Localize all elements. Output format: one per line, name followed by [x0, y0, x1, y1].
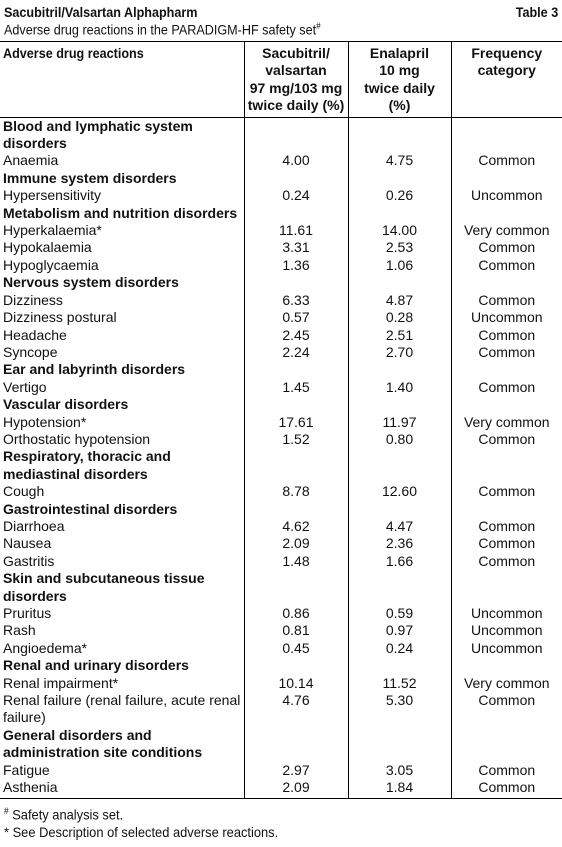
- sacubitril-valsartan-value: 3.31: [244, 239, 348, 256]
- column-header-frequency: Frequency category: [451, 42, 562, 118]
- empty-cell: [451, 570, 562, 605]
- sacubitril-valsartan-value: 17.61: [244, 414, 348, 431]
- table-row: [0, 414, 562, 431]
- empty-cell: [348, 205, 451, 222]
- title-row: [4, 4, 558, 22]
- footnote-asterisk: * See Description of selected adverse reactions.: [4, 824, 279, 840]
- reaction-name: Hypoglycaemia: [3, 256, 99, 273]
- table-header-row: [0, 42, 562, 118]
- reaction-name: Pruritus: [3, 605, 52, 621]
- empty-cell: [451, 170, 562, 187]
- footnote-safety-set-text: Safety analysis set.: [8, 806, 124, 823]
- reaction-name: Dizziness: [3, 291, 63, 308]
- empty-cell: [451, 727, 562, 762]
- enalapril-value: 2.36: [348, 535, 451, 552]
- reaction-name: Renal failure (renal failure, acute renal failure): [3, 692, 241, 726]
- frequency-category: Common: [478, 343, 536, 360]
- section-row: [0, 205, 562, 222]
- frequency-category: Common: [478, 535, 536, 552]
- document-title: Sacubitril/Valsartan Alphapharm: [4, 4, 198, 20]
- enalapril-value: 11.97: [348, 414, 451, 431]
- frequency-category: Uncommon: [470, 187, 543, 204]
- frequency-category: Uncommon: [470, 309, 543, 326]
- table-row: [0, 675, 562, 692]
- reaction-name: Nausea: [3, 535, 52, 552]
- table-row: [0, 553, 562, 570]
- enalapril-value: 4.75: [348, 152, 451, 169]
- section-title: Blood and lymphatic system disorders: [3, 117, 193, 152]
- enalapril-value: 5.30: [348, 692, 451, 727]
- reaction-name: Hypotension*: [3, 413, 87, 430]
- footnote-mark: #: [4, 806, 9, 816]
- adverse-reactions-table: [0, 41, 562, 799]
- reaction-name: Rash: [3, 622, 36, 639]
- table-body: [0, 117, 562, 799]
- section-title: Nervous system disorders: [3, 274, 179, 291]
- reaction-name: Headache: [3, 326, 67, 343]
- enalapril-value: 0.97: [348, 622, 451, 639]
- section-title: Respiratory, thoracic and mediastinal disorders: [3, 448, 171, 482]
- frequency-category: Uncommon: [470, 639, 543, 656]
- section-title: Gastrointestinal disorders: [3, 500, 178, 517]
- section-title: Ear and labyrinth disorders: [3, 361, 186, 378]
- enalapril-value: 14.00: [348, 222, 451, 239]
- empty-cell: [244, 657, 348, 674]
- sacubitril-valsartan-value: 10.14: [244, 675, 348, 692]
- empty-cell: [348, 657, 451, 674]
- section-title: Metabolism and nutrition disorders: [3, 204, 238, 221]
- enalapril-value: 2.70: [348, 344, 451, 361]
- table-row: [0, 535, 562, 552]
- enalapril-value: 4.47: [348, 518, 451, 535]
- sacubitril-valsartan-value: 4.00: [244, 152, 348, 169]
- table-row: [0, 187, 562, 204]
- table-row: [0, 257, 562, 274]
- table-label: Table 3: [515, 4, 558, 20]
- empty-cell: [451, 501, 562, 518]
- reaction-name: Orthostatic hypotension: [3, 430, 151, 447]
- section-title: Vascular disorders: [3, 396, 129, 413]
- section-row: [0, 274, 562, 291]
- empty-cell: [451, 117, 562, 152]
- frequency-category: Very common: [463, 222, 550, 239]
- section-row: [0, 727, 562, 762]
- table-caption: [4, 21, 321, 38]
- section-row: [0, 361, 562, 378]
- reaction-name: Gastritis: [3, 552, 55, 569]
- sacubitril-valsartan-value: 1.36: [244, 257, 348, 274]
- frequency-category: Common: [478, 483, 536, 500]
- enalapril-value: 2.53: [348, 239, 451, 256]
- section-title: Immune system disorders: [3, 169, 177, 186]
- sacubitril-valsartan-value: 0.86: [244, 605, 348, 622]
- section-row: [0, 117, 562, 152]
- sacubitril-valsartan-value: 1.52: [244, 431, 348, 448]
- table-row: [0, 622, 562, 639]
- section-row: [0, 657, 562, 674]
- sacubitril-valsartan-value: 2.09: [244, 779, 348, 799]
- enalapril-value: 0.28: [348, 309, 451, 326]
- sacubitril-valsartan-value: 2.09: [244, 535, 348, 552]
- frequency-category: Common: [478, 326, 536, 343]
- empty-cell: [244, 170, 348, 187]
- empty-cell: [451, 361, 562, 378]
- sacubitril-valsartan-value: 1.48: [244, 553, 348, 570]
- sacubitril-valsartan-value: 0.24: [244, 187, 348, 204]
- table-row: [0, 762, 562, 779]
- reaction-name: Hypersensitivity: [3, 187, 102, 204]
- reaction-name: Syncope: [3, 343, 58, 360]
- empty-cell: [244, 274, 348, 291]
- enalapril-value: 0.80: [348, 431, 451, 448]
- empty-cell: [451, 448, 562, 483]
- frequency-category: Common: [478, 692, 536, 709]
- table-row: [0, 379, 562, 396]
- section-row: [0, 570, 562, 605]
- empty-cell: [451, 396, 562, 413]
- enalapril-value: 3.05: [348, 762, 451, 779]
- enalapril-value: 0.26: [348, 187, 451, 204]
- frequency-category: Uncommon: [470, 622, 543, 639]
- reaction-name: Dizziness postural: [3, 309, 117, 326]
- sacubitril-valsartan-value: 0.57: [244, 309, 348, 326]
- enalapril-value: 1.66: [348, 553, 451, 570]
- table-row: [0, 518, 562, 535]
- table-row: [0, 779, 562, 799]
- empty-cell: [244, 448, 348, 483]
- table-row: [0, 239, 562, 256]
- sacubitril-valsartan-value: 4.62: [244, 518, 348, 535]
- empty-cell: [244, 361, 348, 378]
- enalapril-value: 1.84: [348, 779, 451, 799]
- frequency-category: Common: [478, 430, 536, 447]
- frequency-category: Common: [478, 239, 536, 256]
- frequency-category: Common: [478, 517, 536, 534]
- empty-cell: [451, 657, 562, 674]
- enalapril-value: 0.59: [348, 605, 451, 622]
- frequency-category: Common: [478, 761, 536, 778]
- table-row: [0, 483, 562, 500]
- section-title: Skin and subcutaneous tissue disorders: [3, 570, 205, 604]
- frequency-category: Common: [478, 291, 536, 308]
- table-row: [0, 344, 562, 361]
- sacubitril-valsartan-value: 1.45: [244, 379, 348, 396]
- reaction-name: Diarrhoea: [3, 517, 65, 534]
- sacubitril-valsartan-value: 0.81: [244, 622, 348, 639]
- empty-cell: [244, 205, 348, 222]
- empty-cell: [244, 570, 348, 605]
- reaction-name: Anaemia: [3, 152, 59, 169]
- section-row: [0, 448, 562, 483]
- reaction-name: Asthenia: [0, 779, 244, 799]
- empty-cell: [244, 501, 348, 518]
- frequency-category: Common: [478, 378, 536, 395]
- reaction-name: Vertigo: [3, 378, 47, 395]
- enalapril-value: 0.24: [348, 640, 451, 657]
- caption-mark: #: [316, 21, 321, 31]
- section-row: [0, 170, 562, 187]
- empty-cell: [244, 727, 348, 762]
- table-row: [0, 309, 562, 326]
- reaction-name: Hypokalaemia: [3, 239, 92, 256]
- table-row: [0, 327, 562, 344]
- caption-text: Adverse drug reactions in the PARADIGM-HF safety set: [4, 21, 317, 38]
- table-row: [0, 152, 562, 169]
- enalapril-value: 11.52: [348, 675, 451, 692]
- section-title: General disorders and administration site conditions: [3, 726, 203, 761]
- empty-cell: [348, 570, 451, 605]
- sacubitril-valsartan-value: 11.61: [244, 222, 348, 239]
- sacubitril-valsartan-value: 8.78: [244, 483, 348, 500]
- reaction-name: Renal impairment*: [3, 674, 119, 691]
- section-row: [0, 396, 562, 413]
- footnote-safety-set: [4, 806, 123, 823]
- reaction-name: Cough: [3, 483, 45, 500]
- enalapril-value: 2.51: [348, 327, 451, 344]
- reaction-name: Fatigue: [3, 761, 50, 778]
- frequency-category: Very common: [463, 674, 550, 691]
- section-title: Renal and urinary disorders: [3, 657, 189, 674]
- empty-cell: [348, 361, 451, 378]
- table-row: [0, 605, 562, 622]
- frequency-category: Common: [478, 552, 536, 569]
- empty-cell: [451, 205, 562, 222]
- section-row: [0, 501, 562, 518]
- table-row: [0, 692, 562, 727]
- table-row: [0, 292, 562, 309]
- column-header-enalapril: Enalapril 10 mg twice daily (%): [348, 42, 451, 118]
- sacubitril-valsartan-value: 2.24: [244, 344, 348, 361]
- empty-cell: [244, 117, 348, 152]
- frequency-category: Very common: [463, 413, 550, 430]
- sacubitril-valsartan-value: 6.33: [244, 292, 348, 309]
- column-header-adr: Adverse drug reactions: [0, 42, 244, 118]
- empty-cell: [451, 274, 562, 291]
- sacubitril-valsartan-value: 2.45: [244, 327, 348, 344]
- sacubitril-valsartan-value: 4.76: [244, 692, 348, 727]
- enalapril-value: 4.87: [348, 292, 451, 309]
- enalapril-value: 12.60: [348, 483, 451, 500]
- empty-cell: [348, 117, 451, 152]
- enalapril-value: 1.40: [348, 379, 451, 396]
- empty-cell: [348, 727, 451, 762]
- table-row: [0, 222, 562, 239]
- table-row: [0, 431, 562, 448]
- empty-cell: [348, 448, 451, 483]
- sacubitril-valsartan-value: 0.45: [244, 640, 348, 657]
- enalapril-value: 1.06: [348, 257, 451, 274]
- table-row: [0, 640, 562, 657]
- empty-cell: [348, 501, 451, 518]
- frequency-category: Uncommon: [470, 605, 543, 621]
- empty-cell: [348, 396, 451, 413]
- reaction-name: Hyperkalaemia*: [3, 222, 102, 239]
- empty-cell: [348, 170, 451, 187]
- column-header-sacubitril-valsartan: Sacubitril/ valsartan 97 mg/103 mg twice daily (%): [244, 42, 348, 118]
- frequency-category: Common: [478, 152, 536, 169]
- frequency-category: Common: [451, 779, 562, 799]
- empty-cell: [348, 274, 451, 291]
- sacubitril-valsartan-value: 2.97: [244, 762, 348, 779]
- reaction-name: Angioedema*: [3, 639, 88, 656]
- empty-cell: [244, 396, 348, 413]
- frequency-category: Common: [478, 256, 536, 273]
